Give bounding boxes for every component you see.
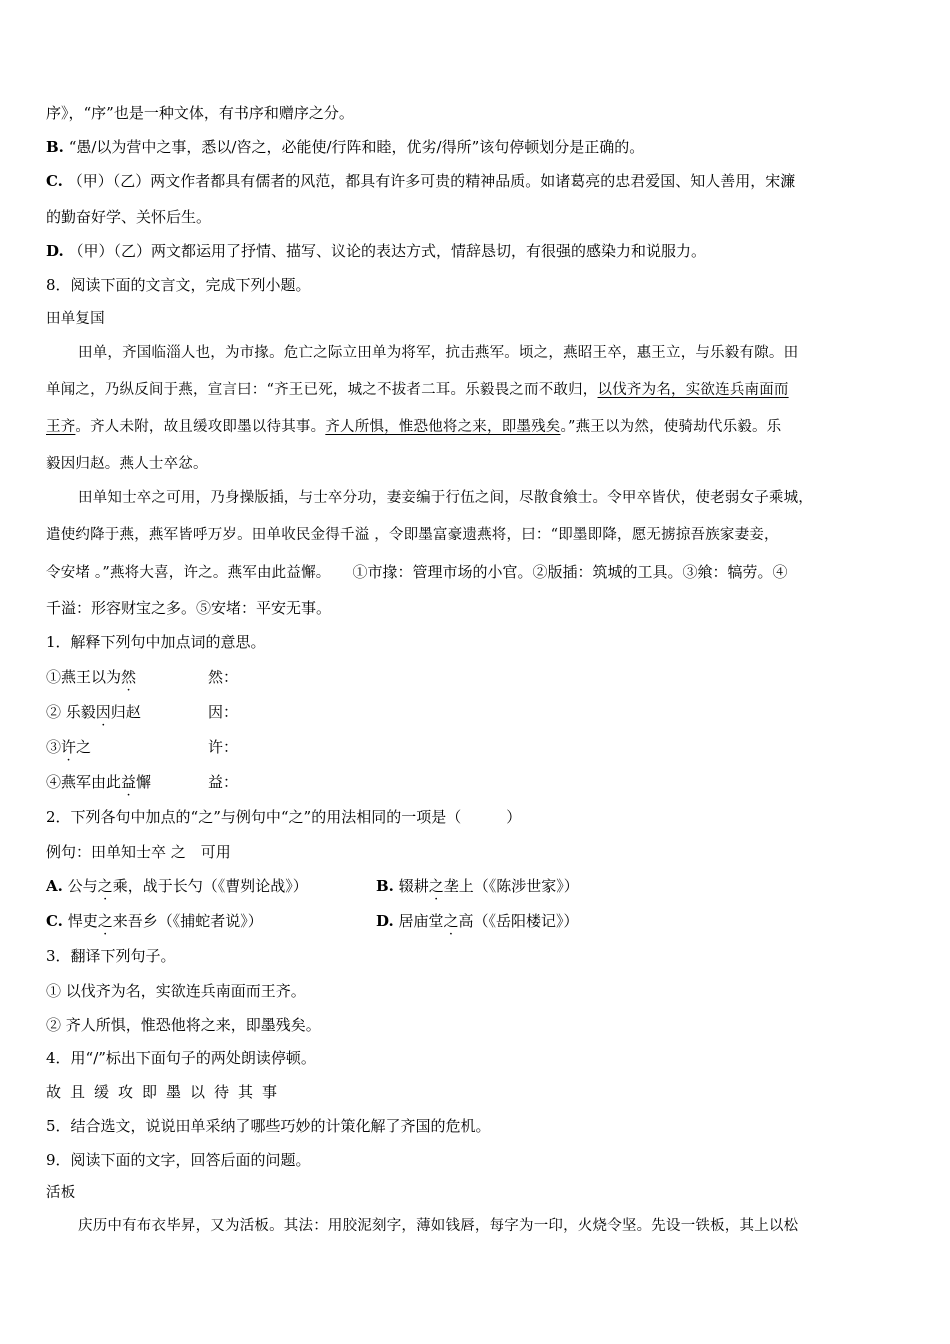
- passage-line: [46, 562, 788, 583]
- option-text: 居庙堂: [398, 912, 444, 930]
- dotted-word: 许: [61, 738, 77, 756]
- question-4: 4．用“/”标出下面句子的两处朗读停顿。: [46, 1049, 316, 1067]
- q1-item-4: [46, 772, 238, 792]
- q1-item-1: [46, 667, 238, 687]
- passage-title: 活板: [46, 1185, 76, 1201]
- text-line: 序》，“序”也是一种文体，有书序和赠序之分。: [46, 104, 354, 122]
- q3-sentence-2: ② 齐人所惧，惟恐他将之来，即墨残矣。: [46, 1016, 321, 1034]
- option-text: “愚/以为营中之事，悉以/咨之，必能使/行阵和睦，优劣/得所”该句停顿划分是正确的。: [68, 138, 645, 156]
- q2-options-row-1: [46, 876, 579, 896]
- q1-item-3: [46, 737, 238, 757]
- passage-line: 毅因归赵。燕人士卒忿。: [46, 456, 208, 472]
- question-5: 5．结合选文，说说田单采纳了哪些巧妙的计策化解了齐国的危机。: [46, 1117, 491, 1135]
- q3-sentence-1: ① 以伐齐为名，实欲连兵南面而王齐。: [46, 982, 306, 1000]
- option-label: C.: [46, 912, 63, 930]
- q2-options-row-2: [46, 911, 579, 931]
- passage-text: 单闻之，乃纵反间于燕，宣言曰：“齐王已死，城之不拔者二耳。乐毅畏之而不敢归，: [46, 382, 598, 398]
- item-text: ② 乐毅: [46, 703, 96, 721]
- question-1: 1．解释下列句中加点词的意思。: [46, 633, 266, 651]
- answer-blank: 益：: [208, 773, 239, 791]
- item-text: 之: [76, 738, 92, 756]
- question-3: 3．翻译下列句子。: [46, 947, 176, 965]
- option-text: 公与: [67, 877, 98, 895]
- option-text: 来吾乡（《捕蛇者说》）: [112, 912, 263, 930]
- question-heading: 8．阅读下面的文言文，完成下列小题。: [46, 276, 311, 294]
- underlined-sentence: 王齐: [46, 419, 76, 435]
- footnote: ①市掾：管理市场的小官。②版插：筑城的工具。③飨：犒劳。④: [352, 563, 788, 581]
- option-label: C.: [46, 172, 63, 190]
- option-text: 高（《岳阳楼记》）: [458, 912, 579, 930]
- underlined-sentence: 齐人所惧，惟恐他将之来，即墨残矣: [325, 419, 561, 435]
- option-label: D.: [46, 242, 64, 260]
- option-label: A.: [46, 877, 63, 895]
- dotted-word: 然: [121, 668, 137, 686]
- dotted-word: 之: [428, 877, 444, 895]
- answer-blank: 许：: [208, 738, 239, 756]
- dotted-word: 之: [443, 912, 459, 930]
- option-label: D.: [376, 912, 394, 930]
- option-text: （甲）（乙）两文都运用了抒情、描写、议论的表达方式，情辞恳切，有很强的感染力和说服力。: [68, 242, 706, 260]
- option-b-line: [46, 137, 644, 157]
- q1-item-2: [46, 702, 238, 722]
- option-text: （甲）（乙）两文作者都具有儒者的风范，都具有许多可贵的精神品质。如诸葛亮的忠君爱国、知人善用，宋濂: [67, 172, 796, 190]
- question-heading: 9．阅读下面的文字，回答后面的问题。: [46, 1151, 311, 1169]
- passage-line: [46, 380, 789, 400]
- dotted-word: 之: [97, 912, 113, 930]
- option-text: 辍耕: [398, 877, 429, 895]
- passage-line: [46, 417, 781, 437]
- passage-line: 田单知士卒之可用，乃身操版插，与士卒分功，妻妾编于行伍之间，尽散食飨士。令甲卒皆伏，使老弱女子乘城，: [78, 490, 813, 506]
- text-line: 的勤奋好学、关怀后生。: [46, 208, 212, 226]
- item-text: 懈: [136, 773, 152, 791]
- dotted-word: 之: [97, 877, 113, 895]
- dotted-word: 因: [95, 703, 111, 721]
- item-text: 归赵: [110, 703, 141, 721]
- q2-example: 例句：田单知士卒 之 可用: [46, 843, 231, 861]
- answer-blank: 然：: [208, 668, 239, 686]
- option-label: B.: [376, 877, 394, 895]
- option-text: 悍吏: [67, 912, 98, 930]
- item-text: ③: [46, 738, 62, 756]
- underlined-sentence: 以伐齐为名，实欲连兵南面而: [597, 382, 789, 398]
- option-text: 垄上（《陈涉世家》）: [443, 877, 579, 895]
- item-text: ④燕军由此: [46, 773, 122, 791]
- passage-text: 令安堵 。”燕将大喜，许之。燕军由此益懈。: [46, 565, 331, 581]
- item-text: ①燕王以为: [46, 668, 122, 686]
- option-c-line: [46, 171, 795, 191]
- option-d-line: [46, 241, 706, 261]
- option-text: 乘，战于长勺（《曹刿论战》）: [112, 877, 308, 895]
- passage-line: 田单，齐国临淄人也，为市掾。危亡之际立田单为将军，抗击燕军。顷之，燕昭王卒，惠王立，与乐毅有隙。田: [78, 345, 799, 361]
- passage-text: 。”燕王以为然，使骑劫代乐毅。乐: [560, 419, 782, 435]
- passage-text: 。齐人未附，故且缓攻即墨以待其事。: [75, 419, 326, 435]
- passage-line: 庆历中有布衣毕昇，又为活板。其法：用胶泥刻字，薄如钱唇，每字为一印，火烧令坚。先设一铁板，其上以松: [78, 1218, 799, 1234]
- answer-blank: 因：: [208, 703, 239, 721]
- passage-title: 田单复国: [46, 311, 105, 327]
- q4-sentence: 故且缓攻即墨以待其事: [46, 1083, 287, 1101]
- question-2: 2．下列各句中加点的“之”与例句中“之”的用法相同的一项是（ ）: [46, 808, 522, 826]
- footnote-line: 千溢：形容财宝之多。⑤安堵：平安无事。: [46, 599, 332, 617]
- passage-line: 遣使约降于燕，燕军皆呼万岁。田单收民金得千溢 ，令即墨富豪遗燕将，曰：“即墨即降，愿无掳掠吾族家妻妾，: [46, 527, 779, 543]
- dotted-word: 益: [121, 773, 137, 791]
- option-label: B.: [46, 138, 64, 156]
